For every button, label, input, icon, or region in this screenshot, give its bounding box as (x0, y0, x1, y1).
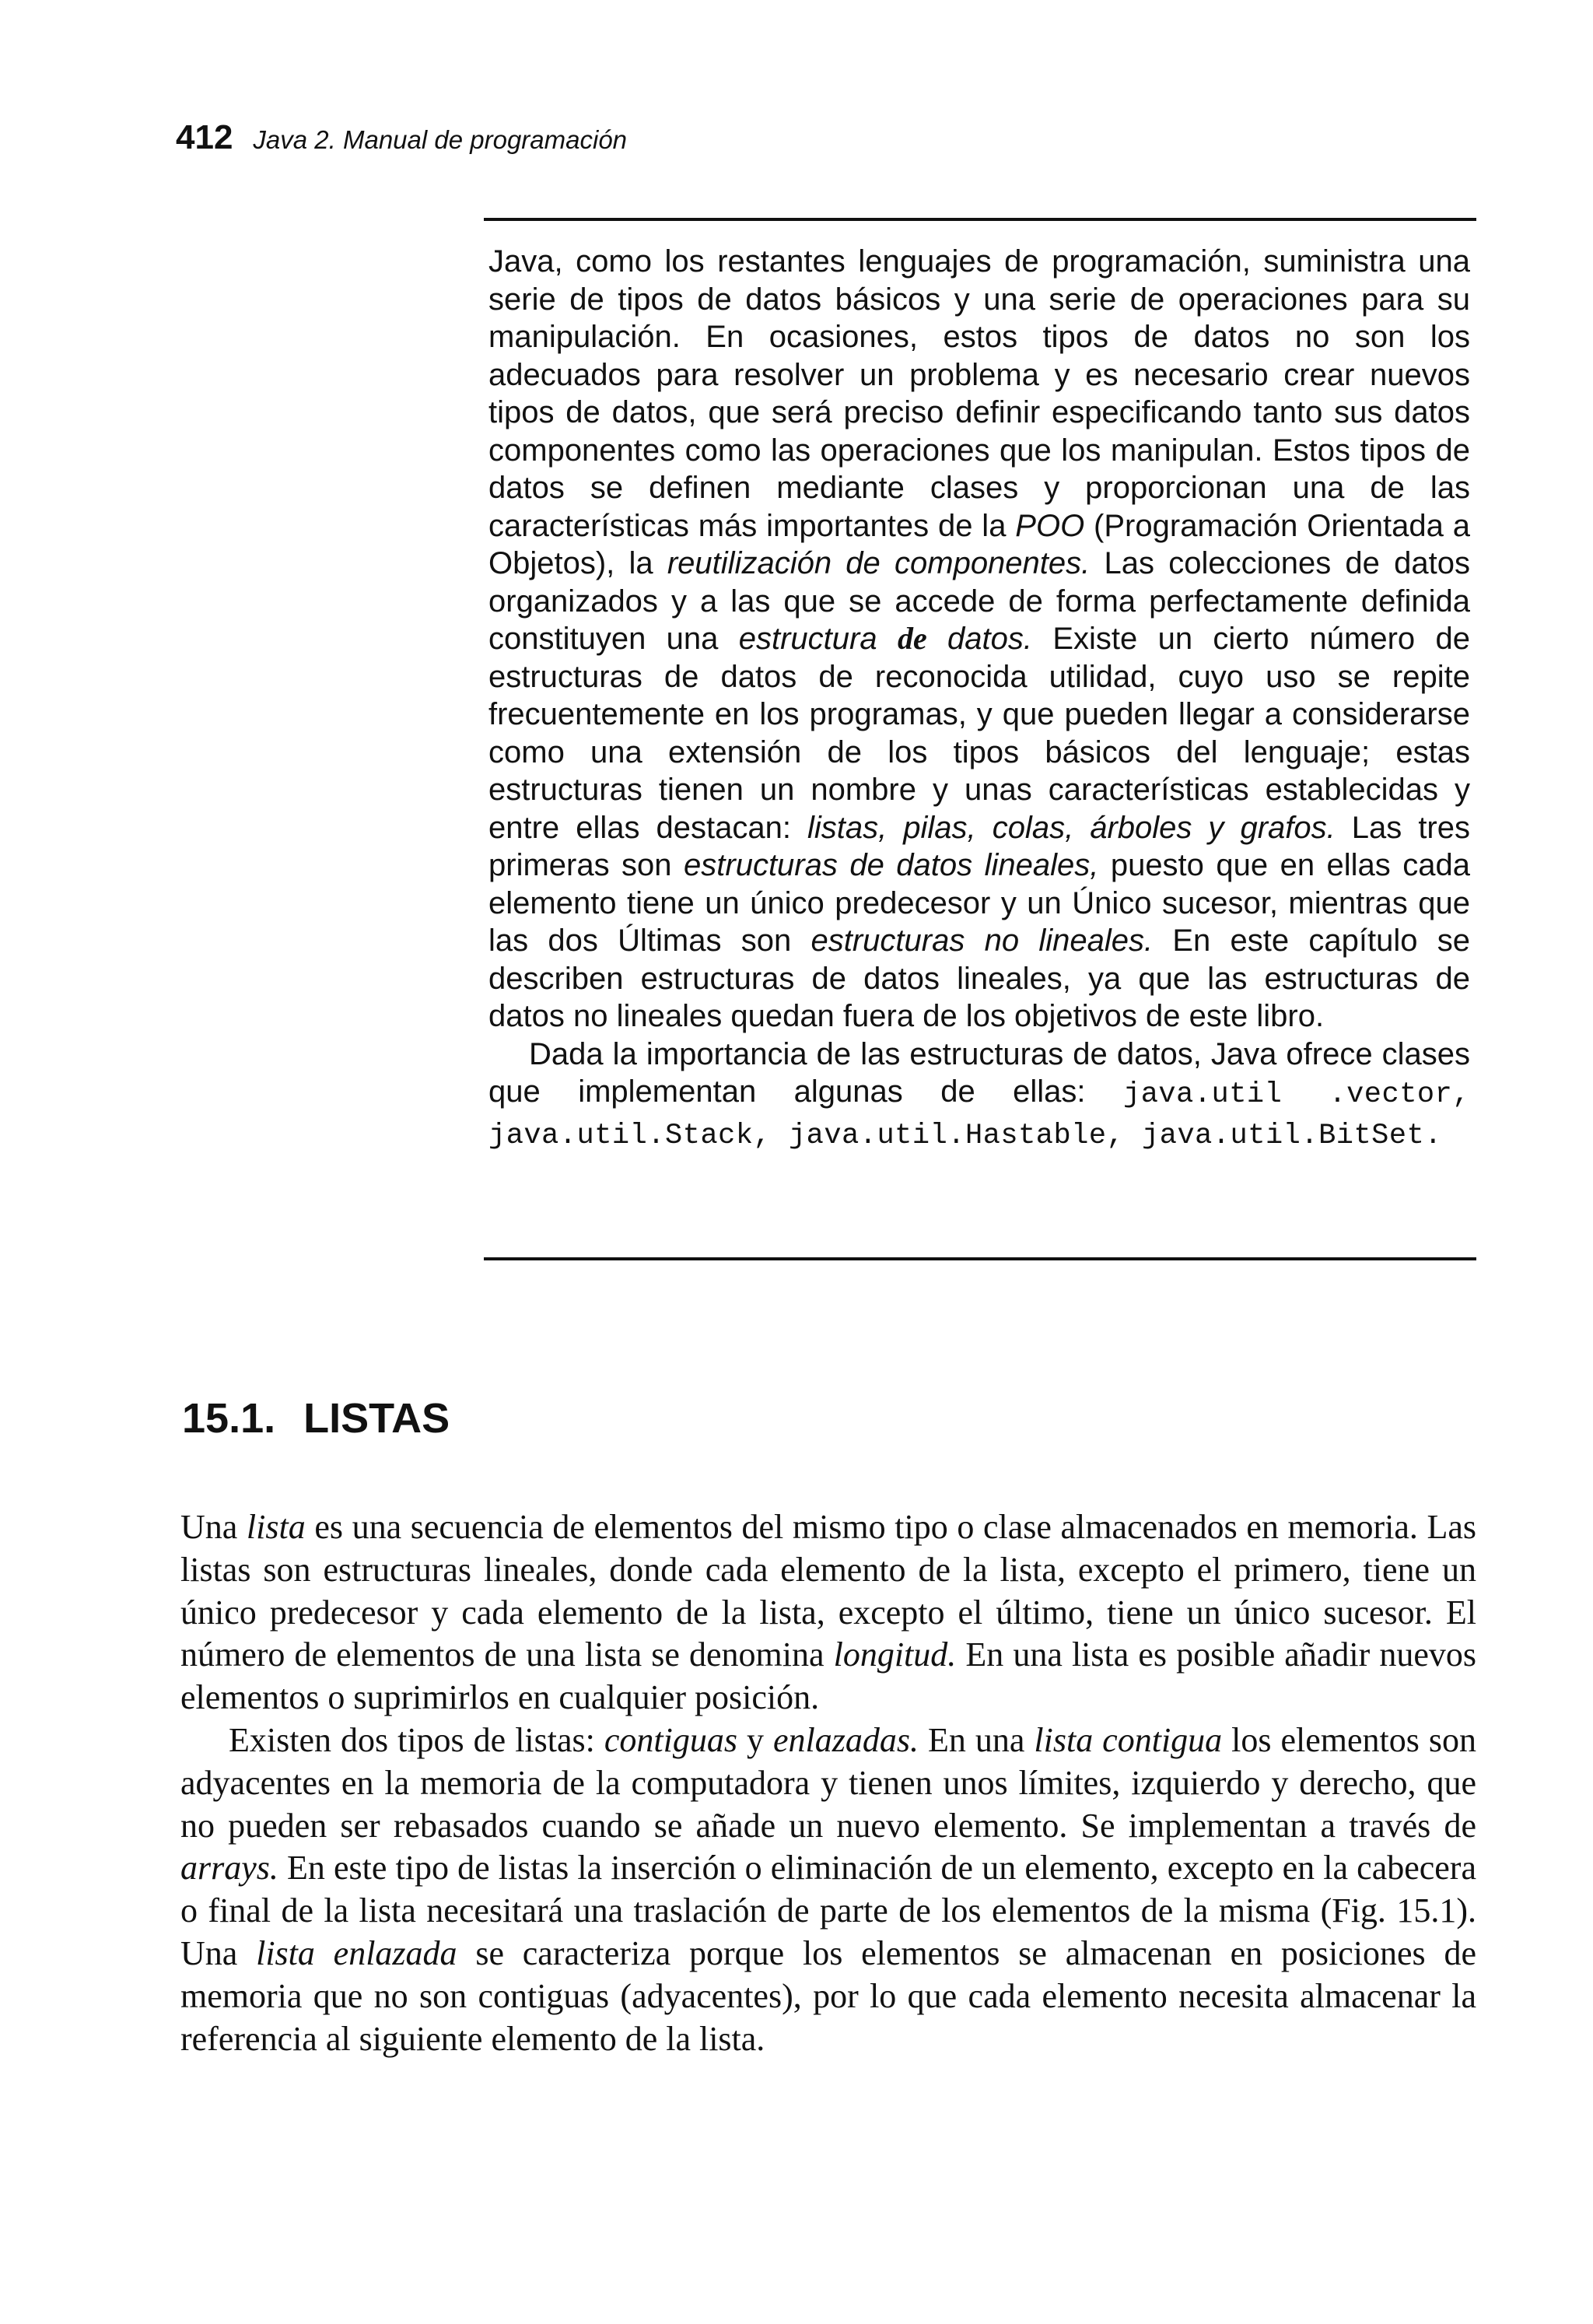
text-run: Las colecciones de datos organizados y a las que se accede de forma perfectamente definida constituyen una (488, 546, 1470, 656)
intro-paragraph-1 (488, 243, 1470, 1036)
text-run: En este capítulo se describen estructuras de datos lineales, ya que las estructuras de datos no lineales quedan fuera de los objetivos de este libro. (488, 924, 1471, 1033)
text-run: Java, como los restantes lenguajes de programación, suministra una serie de tipos de datos básicos y una serie de operaciones para su manipulación. En ocasiones, estos tipos de datos no son los adecuados para resolver un problema y es necesario crear nuevos tipos de datos, que será preciso definir especificando tanto sus datos componentes como las operaciones que los manipulan. Estos tipos de datos se definen mediante clases y proporcionan una de las características más importantes de la (488, 244, 1470, 543)
chapter-intro-box (484, 218, 1476, 1260)
section-body (180, 1506, 1476, 2060)
emphasis-lineales: estructuras de datos lineales, (684, 848, 1099, 882)
body-paragraph-2 (180, 1719, 1476, 2060)
running-title: Java 2. Manual de programación (253, 125, 628, 154)
emphasis-enlazadas: enlazadas. (772, 1720, 919, 1759)
page-number: 412 (176, 118, 233, 156)
emphasis-estructura: estructura (738, 622, 898, 656)
text-run: se caracteriza porque los elementos se almacenan en posiciones de memoria que no son contiguas (adyacentes), por lo que cada elemento necesita almacenar la referencia al siguiente elemento de la lista. (180, 1933, 1476, 2058)
text-run: Existe un cierto número de estructuras de datos de reconocida utilidad, cuyo uso se repite frecuentemente en los programas, y que pueden llegar a considerarse como una extensión de los tipos básicos del lenguaje; estas estructuras tienen un nombre y unas características establecidas y entre ellas destacan: (488, 622, 1470, 845)
text-run: los elementos son adyacentes en la memoria de la computadora y tienen unos límites, izquierdo y derecho, que no pueden ser rebasados cuando se añade un nuevo elemento. Se implementan a través de (180, 1720, 1477, 1845)
text-run: En una (918, 1720, 1035, 1759)
intro-paragraph-2 (488, 1036, 1470, 1155)
text-run: (Programación Orientada a Objetos), la (488, 508, 1470, 580)
section-heading (182, 1394, 450, 1442)
body-paragraph-1 (180, 1506, 1476, 1719)
section-title: LISTAS (303, 1395, 450, 1442)
emphasis-lista-enlazada: lista enlazada (256, 1933, 457, 1972)
text-run: En una lista es posible añadir nuevos elementos o suprimirlos en cualquier posición. (180, 1635, 1476, 1717)
emphasis-lista: lista (246, 1508, 306, 1546)
emphasis-poo: POO (1015, 508, 1085, 543)
emphasis-listas: listas, pilas, colas, árboles y grafos. (807, 810, 1336, 845)
emphasis-datos: datos. (926, 622, 1032, 656)
text-run: puesto que en ellas cada elemento tiene un único predecesor y un Único sucesor, mientras que las dos Últimas son (488, 848, 1470, 958)
code-class-list: java.util .vector, java.util.Stack, java.util.Hastable, java.util.BitSet. (488, 1078, 1471, 1152)
text-run: Las tres primeras son (488, 810, 1471, 882)
text-run: es una secuencia de elementos del mismo tipo o clase almacenados en memoria. Las listas son estructuras lineales, donde cada elemento de la lista, excepto el primero, tiene un único predecesor y cada elemento de la lista, excepto el último, tiene un único sucesor. El número de elementos de una lista se denomina (180, 1508, 1476, 1674)
emphasis-no-lineales: estructuras no lineales. (811, 924, 1154, 958)
text-run: y (737, 1720, 773, 1759)
chapter-intro-text (488, 243, 1470, 1155)
emphasis-reutilizacion: reutilización de componentes. (667, 546, 1091, 580)
text-run: Una (180, 1508, 247, 1546)
emphasis-lista-contigua: lista contigua (1034, 1720, 1223, 1759)
emphasis-arrays: arrays. (180, 1849, 278, 1888)
text-run: Dada la importancia de las estructuras de datos, Java ofrece clases que implementan algunas de ellas: (488, 1036, 1470, 1109)
page-header (176, 118, 627, 157)
section-number: 15.1. (182, 1395, 276, 1442)
emphasis-de: de (897, 621, 927, 656)
emphasis-contiguas: contiguas (604, 1720, 737, 1759)
emphasis-longitud: longitud. (833, 1635, 957, 1674)
text-run: Existen dos tipos de listas: (229, 1720, 604, 1759)
text-run: En este tipo de listas la inserción o eliminación de un elemento, excepto en la cabecera o final de la lista necesitará una traslación de parte de los elementos de la misma (Fig. 15.1). Una (180, 1849, 1476, 1972)
